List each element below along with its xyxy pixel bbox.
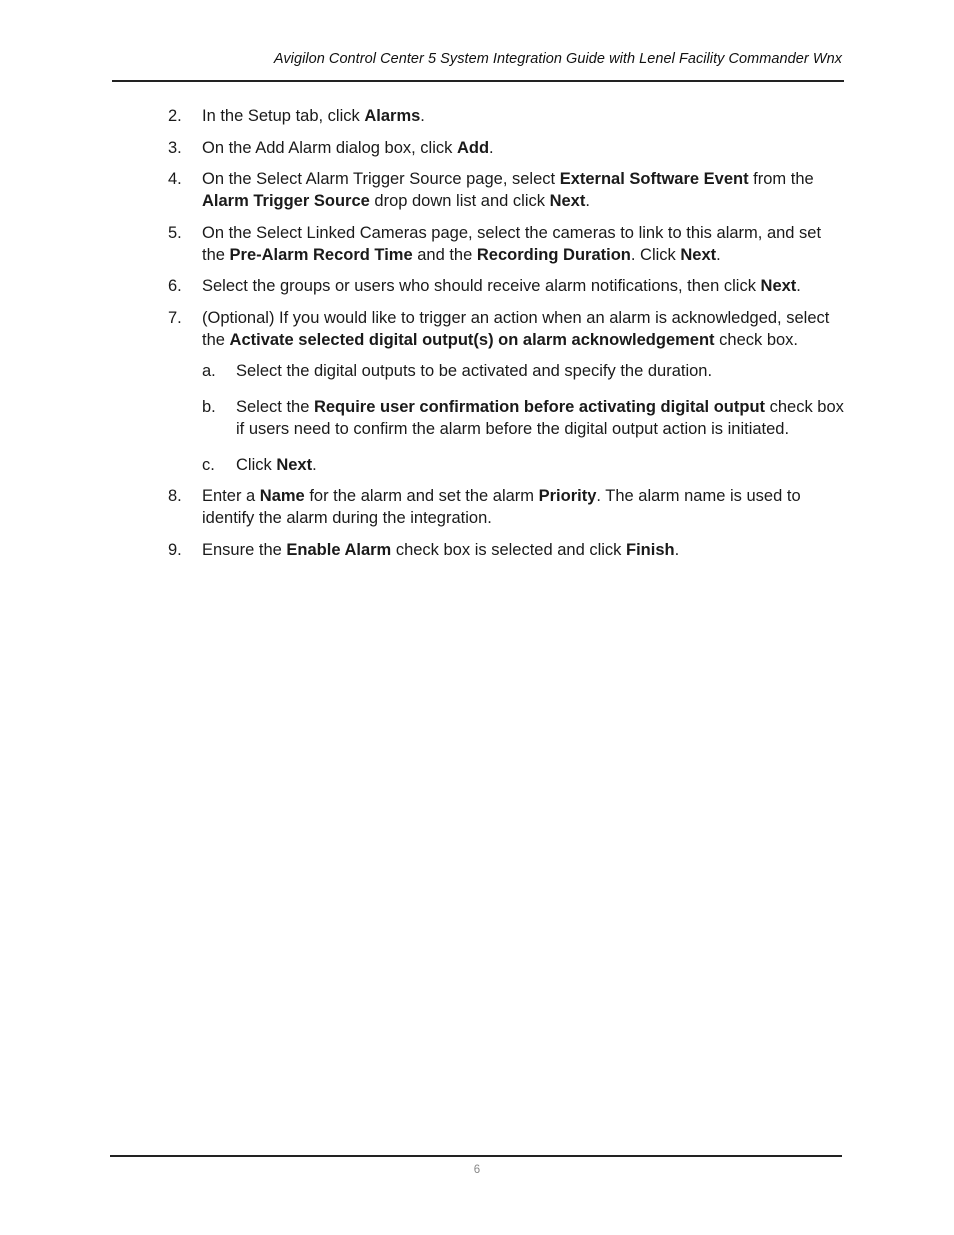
ui-term-finish: Finish bbox=[626, 540, 675, 559]
step-number: 4. bbox=[168, 170, 182, 188]
step-number: 3. bbox=[168, 138, 182, 157]
step-number: 6. bbox=[168, 277, 182, 295]
step-7 bbox=[168, 307, 844, 476]
step-text: In the Setup tab, click Alarms. bbox=[202, 107, 425, 125]
step-number: 2. bbox=[168, 107, 182, 125]
step-text: (Optional) If you would like to trigger an action when an alarm is acknowledged, select the Activate selected digital output(s) on alarm acknowledgement check box. bbox=[202, 308, 830, 349]
step-2 bbox=[168, 105, 844, 127]
step-text: Ensure the Enable Alarm check box is selected and click Finish. bbox=[202, 540, 680, 559]
substep-b bbox=[202, 396, 844, 440]
footer-divider bbox=[110, 1155, 842, 1157]
ui-term-require-user-confirmation: Require user confirmation before activating digital output bbox=[313, 397, 766, 416]
step-text: On the Select Linked Cameras page, select the cameras to link to this alarm, and set the Pre-Alarm Record Time and the Recording Duration. Click Next. bbox=[202, 223, 822, 264]
ui-term-alarm-trigger-source: Alarm Trigger Source bbox=[202, 192, 370, 210]
ui-term-next: Next bbox=[549, 192, 586, 210]
ui-term-activate-digital-outputs: Activate selected digital output(s) on alarm acknowledgement bbox=[229, 330, 715, 349]
substep-text: Select the Require user confirmation before activating digital output check box if users need to confirm the alarm before the digital output action is initiated. bbox=[236, 397, 844, 438]
ui-term-add: Add bbox=[456, 138, 490, 157]
header-divider bbox=[112, 80, 844, 82]
ui-term-external-software-event: External Software Event bbox=[559, 170, 749, 188]
step-text: On the Select Alarm Trigger Source page, select External Software Event from the Alarm Trigger Source drop down list and click Next. bbox=[202, 170, 814, 210]
substeps bbox=[202, 360, 844, 476]
step-text: Enter a Name for the alarm and set the alarm Priority. The alarm name is used to identify the alarm during the integration. bbox=[202, 487, 801, 527]
step-5 bbox=[168, 222, 844, 266]
step-6 bbox=[168, 275, 844, 297]
substep-text: Select the digital outputs to be activated and specify the duration. bbox=[236, 361, 713, 380]
step-number: 8. bbox=[168, 487, 182, 505]
step-4 bbox=[168, 168, 844, 212]
ui-term-enable-alarm: Enable Alarm bbox=[286, 540, 392, 559]
ui-term-next: Next bbox=[680, 245, 717, 264]
ui-term-alarms: Alarms bbox=[364, 107, 421, 125]
substep-letter: a. bbox=[202, 361, 216, 380]
substep-letter: c. bbox=[202, 455, 215, 474]
step-text: Select the groups or users who should receive alarm notifications, then click Next. bbox=[202, 277, 801, 295]
step-9 bbox=[168, 539, 844, 561]
step-number: 5. bbox=[168, 223, 182, 242]
step-number: 7. bbox=[168, 308, 182, 327]
substep-text: Click Next. bbox=[236, 455, 317, 474]
substep-a bbox=[202, 360, 844, 382]
step-3 bbox=[168, 137, 844, 159]
substep-letter: b. bbox=[202, 397, 216, 416]
ui-term-next: Next bbox=[760, 277, 797, 295]
step-text: On the Add Alarm dialog box, click Add. bbox=[202, 138, 494, 157]
step-8 bbox=[168, 485, 844, 529]
ui-term-priority: Priority bbox=[538, 487, 597, 505]
ui-term-pre-alarm-record-time: Pre-Alarm Record Time bbox=[229, 245, 413, 264]
ui-term-name: Name bbox=[259, 487, 305, 505]
substep-c bbox=[202, 454, 844, 476]
ui-term-recording-duration: Recording Duration bbox=[476, 245, 631, 264]
ui-term-next: Next bbox=[276, 455, 313, 474]
page-number: 6 bbox=[473, 1164, 481, 1176]
procedure-steps bbox=[168, 105, 844, 570]
running-header: Avigilon Control Center 5 System Integration Guide with Lenel Facility Commander Wnx bbox=[273, 51, 842, 67]
step-number: 9. bbox=[168, 540, 182, 559]
